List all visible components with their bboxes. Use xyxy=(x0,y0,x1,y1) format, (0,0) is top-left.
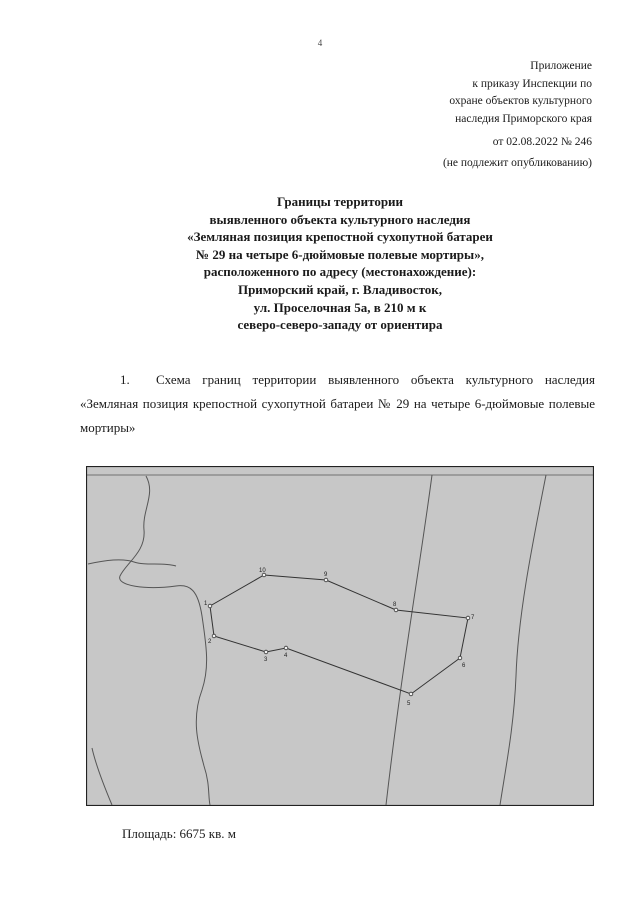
boundary-point xyxy=(284,646,288,650)
document-title xyxy=(0,193,640,334)
appendix-line: Приложение xyxy=(530,60,592,72)
section-text: Схема границ территории выявленного объекта культурного наследия «Земляная позиция крепостной сухопутной батареи № 29 на четыре 6-дюймовые полевые мортиры» xyxy=(80,372,595,435)
point-label: 7 xyxy=(471,615,475,621)
title-line: расположенного по адресу (местонахождение): xyxy=(203,264,477,280)
section-number: 1. xyxy=(120,372,130,387)
title-line: выявленного объекта культурного наследия xyxy=(209,211,471,227)
title-line: «Земляная позиция крепостной сухопутной батареи xyxy=(187,229,493,245)
boundary-map-svg xyxy=(86,466,594,806)
point-label: 2 xyxy=(208,639,212,645)
publication-note: (не подлежит опубликованию) xyxy=(442,157,592,169)
title-line: Границы территории xyxy=(276,194,404,209)
point-label: 5 xyxy=(407,701,411,707)
appendix-header xyxy=(449,58,592,128)
title-line: № 29 на четыре 6-дюймовые полевые мортиры», xyxy=(196,246,484,262)
boundary-point xyxy=(264,650,268,654)
title-line: ул. Проселочная 5а, в 210 м к xyxy=(253,299,427,315)
title-line: Приморский край, г. Владивосток, xyxy=(237,281,443,297)
boundary-point xyxy=(324,578,328,582)
appendix-line: охране объектов культурного xyxy=(449,95,592,107)
page-number: 4 xyxy=(317,38,323,48)
map-frame xyxy=(87,467,594,806)
boundary-point xyxy=(394,608,398,612)
boundary-point xyxy=(409,692,413,696)
boundary-point xyxy=(208,604,212,608)
section-paragraph xyxy=(80,368,595,440)
boundary-map xyxy=(86,466,594,806)
area-value: Площадь: 6675 кв. м xyxy=(122,826,236,841)
point-label: 10 xyxy=(259,568,266,574)
point-label: 6 xyxy=(462,663,466,669)
boundary-point xyxy=(212,634,216,638)
point-label: 8 xyxy=(393,602,397,608)
point-label: 4 xyxy=(284,653,288,659)
point-label: 1 xyxy=(204,601,208,607)
title-line: северо-северо-западу от ориентира xyxy=(237,317,443,333)
point-label: 3 xyxy=(264,657,268,663)
boundary-point xyxy=(458,656,462,660)
appendix-line: к приказу Инспекции по xyxy=(472,77,592,90)
order-date-number: от 02.08.2022 № 246 xyxy=(492,136,592,148)
point-label: 9 xyxy=(324,572,328,578)
appendix-line: наследия Приморского края xyxy=(455,112,592,125)
boundary-point xyxy=(466,616,470,620)
